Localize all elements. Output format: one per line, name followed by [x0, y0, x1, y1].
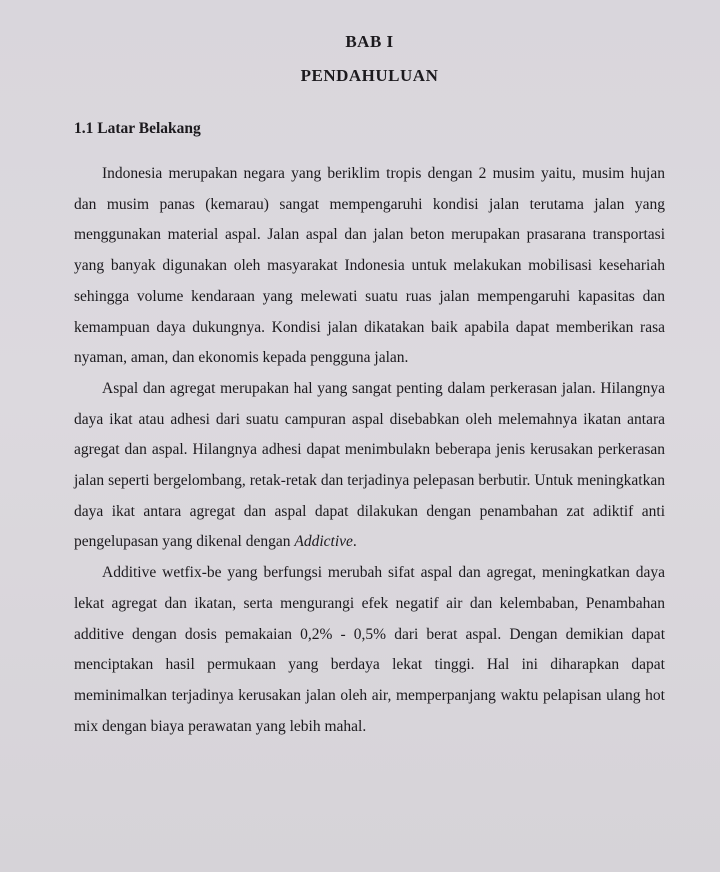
chapter-number: BAB I [345, 32, 394, 51]
paragraph-2-end: . [352, 533, 357, 551]
paragraph-1-text: Indonesia merupakan negara yang beriklim tropis dengan 2 musim yaitu, musim hujan dan musim panas (kemarau) sangat mempengaruhi kondisi jalan terutama jalan yang menggunakan material aspal. Jalan aspal dan jalan beton merupakan prasarana transportasi yang banyak digunakan oleh masyarakat Indonesia untuk melakukan mobilisasi kesehariah sehingga volume kendaraan yang melewati suatu ruas jalan mempengaruhi kapasitas dan kemampuan daya dukungnya. Kondisi jalan dikatakan baik apabila dapat memberikan rasa nyaman, aman, dan ekonomis kepada pengguna jalan. [74, 165, 665, 367]
paragraph-2 [74, 374, 665, 558]
body-text [74, 159, 665, 742]
paragraph-3 [74, 558, 665, 742]
section-heading: 1.1 Latar Belakang [74, 120, 201, 137]
paragraph-3-text: Additive wetfix-be yang berfungsi merubah sifat aspal dan agregat, meningkatkan daya lekat agregat dan ikatan, serta mengurangi efek negatif air dan kelembaban, Penambahan additive dengan dosis pemakaian 0,2% - 0,5% dari berat aspal. Dengan demikian dapat menciptakan hasil permukaan yang berdaya lekat tinggi. Hal ini diharapkan dapat meminimalkan terjadinya kerusakan jalan oleh air, memperpanjang waktu pelapisan ulang hot mix dengan biaya perawatan yang lebih mahal. [74, 564, 665, 735]
paragraph-2-italic-term: Addictive [294, 533, 353, 551]
paragraph-2-text: Aspal dan agregat merupakan hal yang sangat penting dalam perkerasan jalan. Hilangnya daya ikat atau adhesi dari suatu campuran aspal disebabkan oleh melemahnya ikatan antara agregat dan aspal. Hilangnya adhesi dapat menimbulakn beberapa jenis kerusakan perkerasan jalan seperti bergelombang, retak-retak dan terjadinya pelepasan berbutir. Untuk meningkatkan daya ikat antara agregat dan aspal dapat dilakukan dengan penambahan zat adiktif anti pengelupasan yang dikenal dengan [74, 379, 665, 551]
paragraph-1 [74, 159, 665, 374]
chapter-title: PENDAHULUAN [300, 66, 439, 85]
